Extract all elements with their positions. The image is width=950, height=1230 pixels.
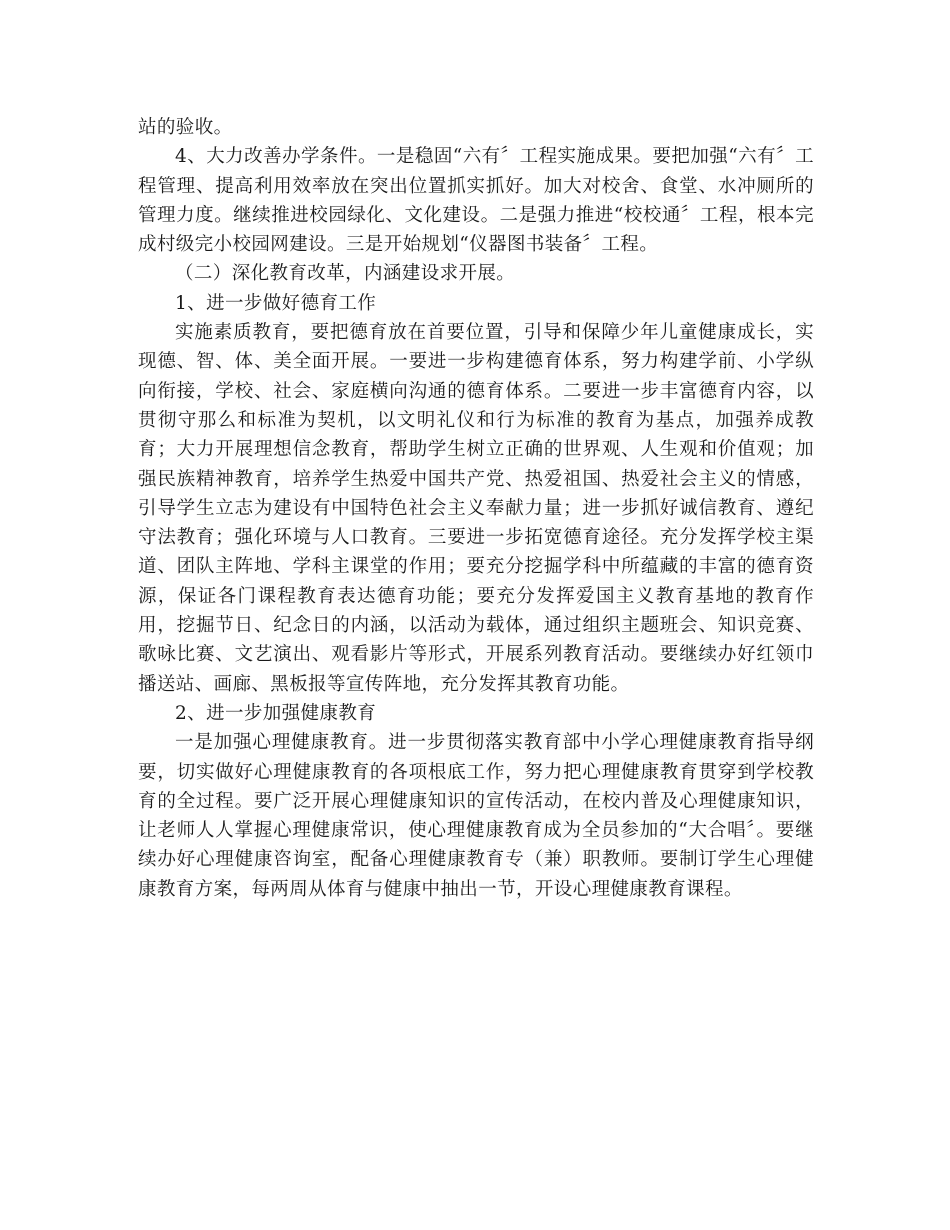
subheading-moral-education: 1、进一步做好德育工作: [175, 292, 377, 314]
section-heading-reform: （二）深化教育改革，内涵建设求开展。: [175, 263, 516, 285]
paragraph-continuation: 站的验收。: [138, 117, 233, 138]
paragraph-school-conditions: 4、大力改善办学条件。一是稳固“六有〞工程实施成果。要把加强“六有〞工程管理、提高利用效率放在突出位置抓实抓好。加大对校舍、食堂、水冲厕所的管理力度。继续推进校园绿化、文化建设。二是强力推进“校校通〞工程，根本完成村级完小校园网建设。三是开始规划“仪器图书装备〞工程。: [138, 146, 814, 256]
paragraph-moral-education: 实施素质教育，要把德育放在首要位置，引导和保障少年儿童健康成长，实现德、智、体、美全面开展。一要进一步构建德育体系，努力构建学前、小学纵向衔接，学校、社会、家庭横向沟通的德育体系。二要进一步丰富德育内容，以贯彻守那么和标准为契机，以文明礼仪和行为标准的教育为基点，加强养成教育；大力开展理想信念教育，帮助学生树立正确的世界观、人生观和价值观；加强民族精神教育，培养学生热爱中国共产党、热爱祖国、热爱社会主义的情感，引导学生立志为建设有中国特色社会主义奉献力量；进一步抓好诚信教育、遵纪守法教育；强化环境与人口教育。三要进一步拓宽德育途径。充分发挥学校主渠道、团队主阵地、学科主课堂的作用；要充分挖掘学科中所蕴藏的丰富的德育资源，保证各门课程教育表达德育功能；要充分发挥爱国主义教育基地的教育作用，挖掘节日、纪念日的内涵，以活动为载体，通过组织主题班会、知识竞赛、歌咏比赛、文艺演出、观看影片等形式，开展系列教育活动。要继续办好红领巾播送站、画廊、黑板报等宣传阵地，充分发挥其教育功能。: [138, 322, 814, 695]
subheading-health-education: 2、进一步加强健康教育: [175, 702, 377, 724]
document-body: [138, 113, 814, 904]
paragraph-health-education: 一是加强心理健康教育。进一步贯彻落实教育部中小学心理健康教育指导纲要，切实做好心理健康教育的各项根底工作，努力把心理健康教育贯穿到学校教育的全过程。要广泛开展心理健康知识的宣传活动，在校内普及心理健康知识，让老师人人掌握心理健康常识，使心理健康教育成为全员参加的“大合唱〞。要继续办好心理健康咨询室，配备心理健康教育专（兼）职教师。要制订学生心理健康教育方案，每两周从体育与健康中抽出一节，开设心理健康教育课程。: [138, 732, 814, 900]
